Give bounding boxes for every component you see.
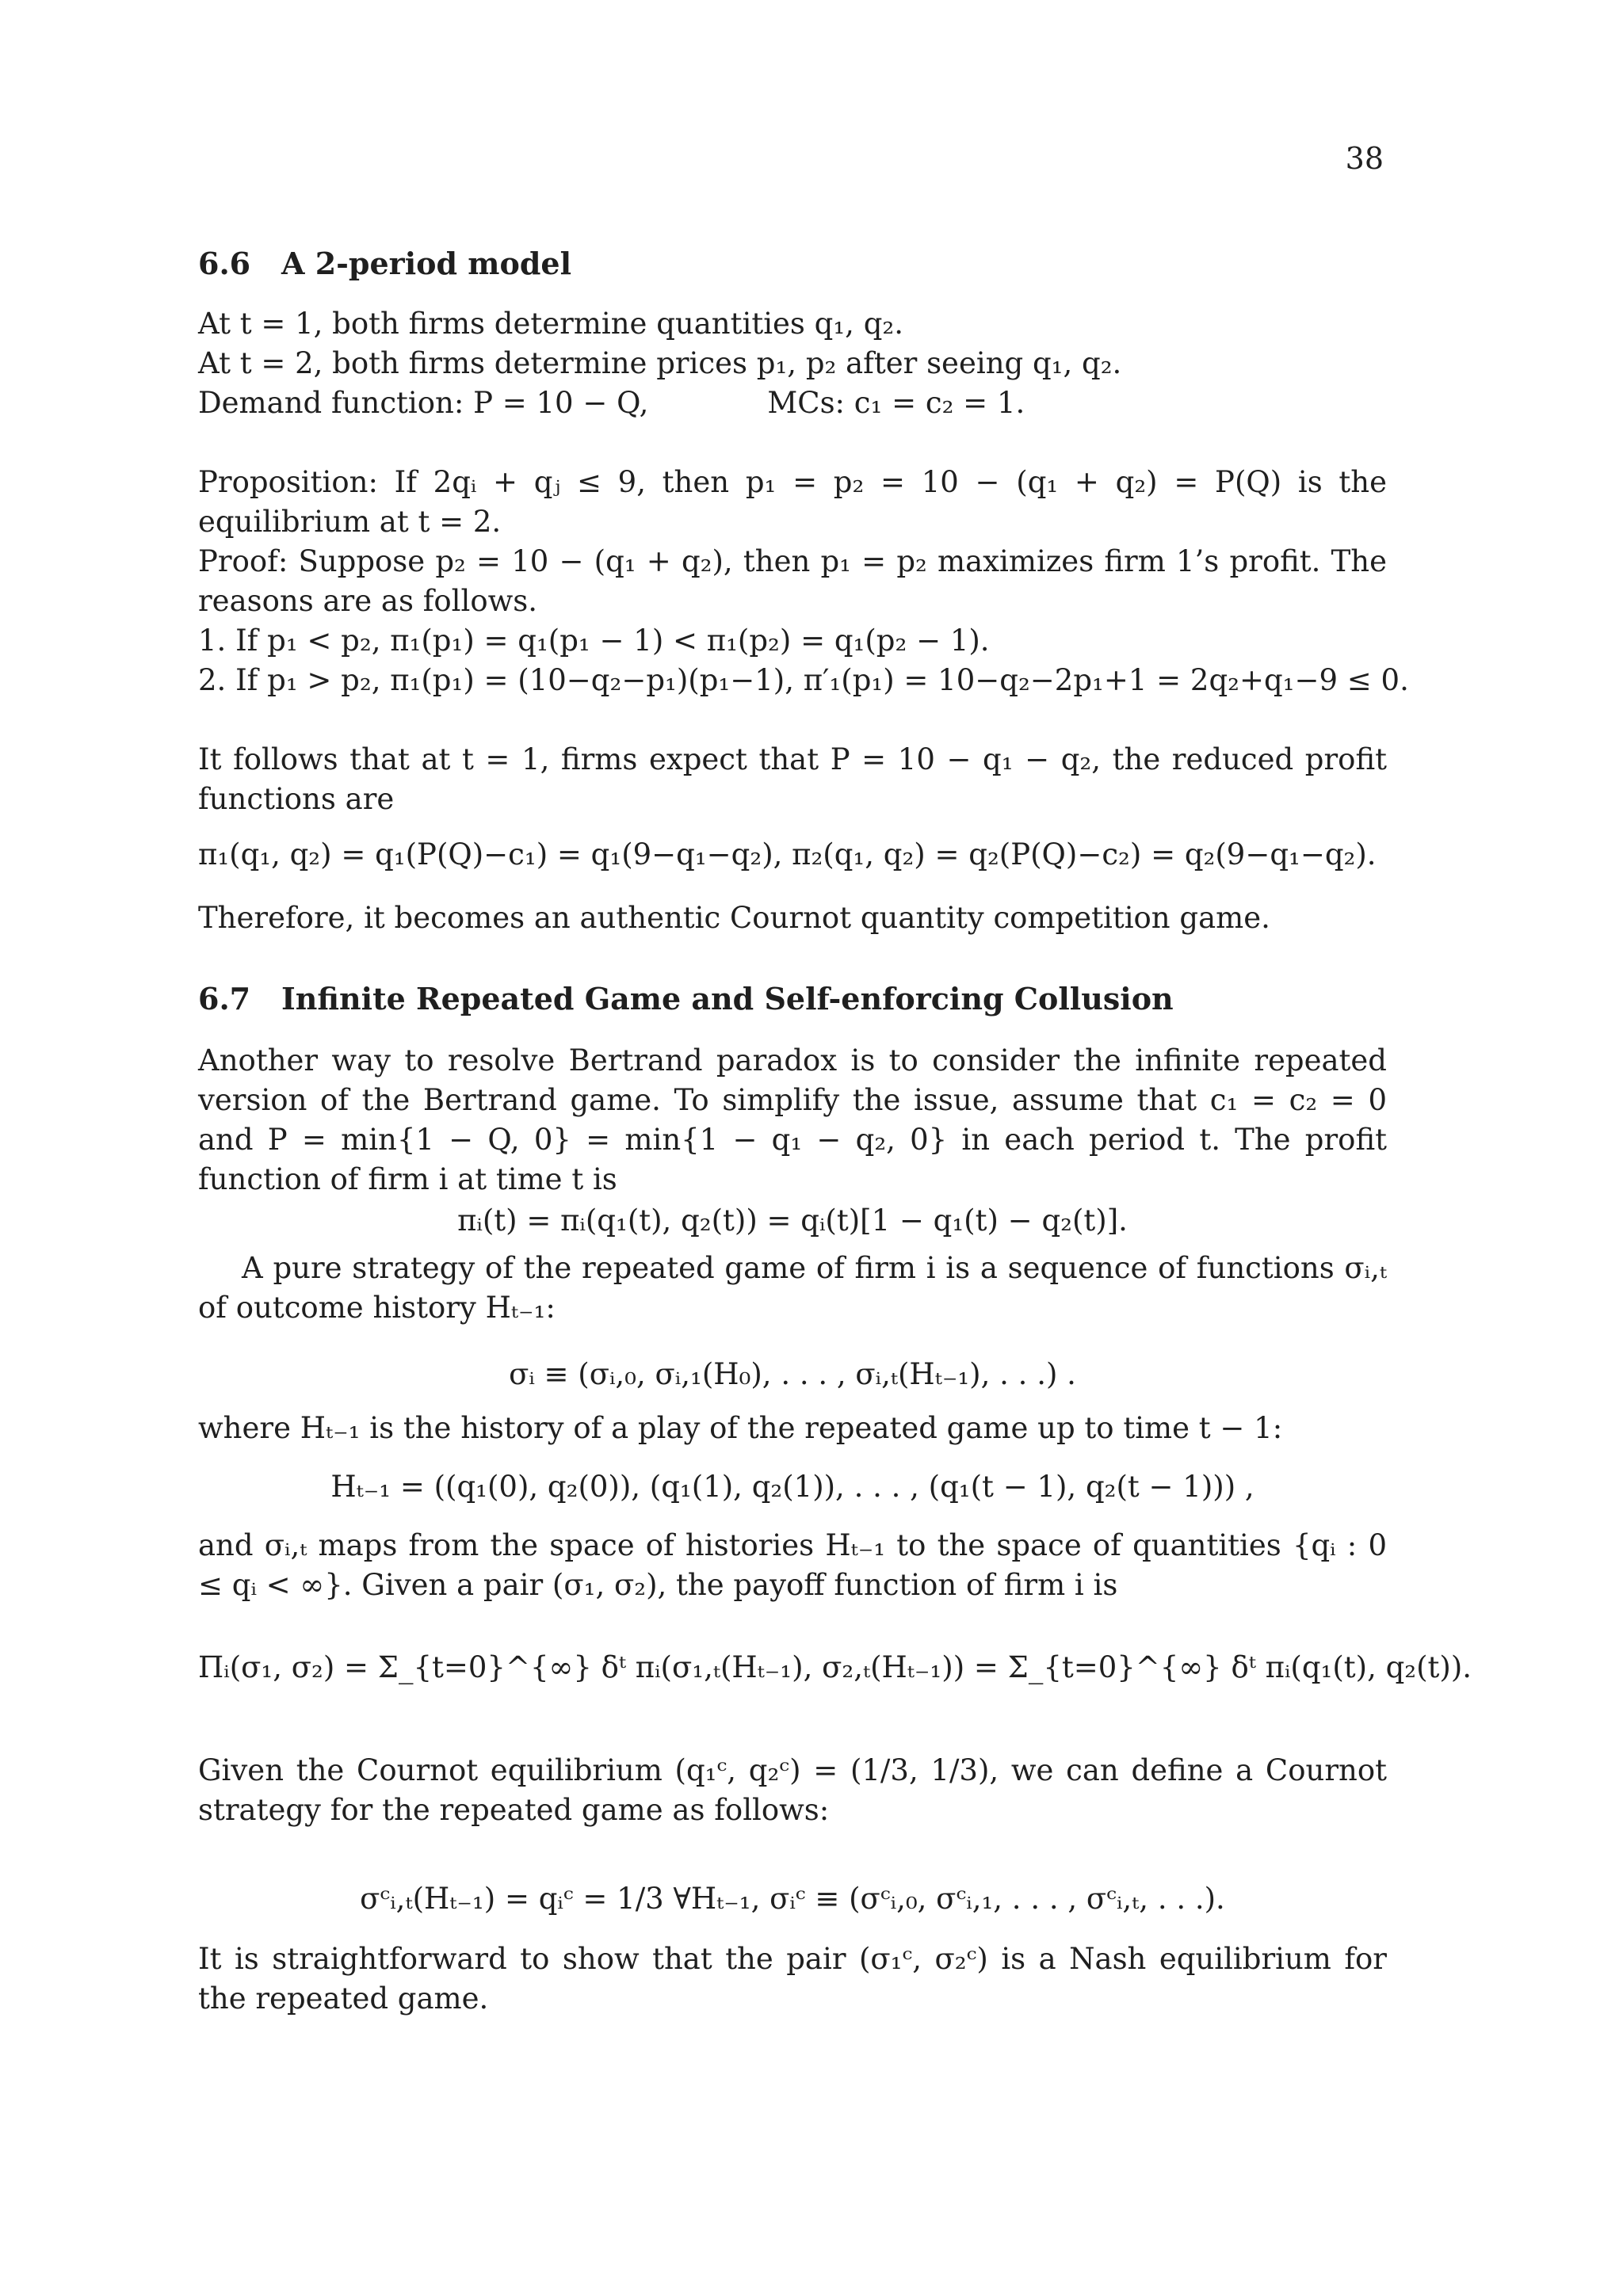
history-paragraph xyxy=(198,1409,1387,1448)
cournot-text: Given the Cournot equilibrium (q₁ᶜ, q₂ᶜ) = (1/3, 1/3), we can define a Cournot strategy for the repeated game as follows: xyxy=(198,1753,1387,1827)
section-number: 6.6 xyxy=(198,246,251,281)
strategy-paragraph xyxy=(198,1249,1387,1328)
proposition: Proposition: If 2qᵢ + qⱼ ≤ 9, then p₁ = p₂ = 10 − (q₁ + q₂) = P(Q) is the equilibrium at t = 2. xyxy=(198,465,1387,539)
conclusion xyxy=(198,898,1387,938)
cournot-paragraph xyxy=(198,1751,1387,1830)
conclusion-text: Therefore, it becomes an authentic Cournot quantity competition game. xyxy=(198,901,1270,935)
strategy-text: A pure strategy of the repeated game of firm i is a sequence of functions σᵢ,ₜ of outcome history Hₜ₋₁: xyxy=(198,1251,1387,1325)
reduced-profit-block xyxy=(198,740,1387,819)
history-equation xyxy=(198,1467,1387,1507)
cournot-strategy-equation xyxy=(198,1879,1387,1919)
repeated-profit-equation-text: πᵢ(t) = πᵢ(q₁(t), q₂(t)) = qᵢ(t)[1 − q₁(t) − q₂(t)]. xyxy=(457,1203,1128,1238)
profit-equation-text: π₁(q₁, q₂) = q₁(P(Q)−c₁) = q₁(9−q₁−q₂), π₂(q₁, q₂) = q₂(P(Q)−c₂) = q₂(9−q₁−q₂). xyxy=(198,837,1377,871)
intro-text: Another way to resolve Bertrand paradox is to consider the infinite repeated version of the Bertrand game. To simplify the issue, assume that c₁ = c₂ = 0 and P = min{1 − Q, 0} = min{1 − q₁ − q₂, 0} in each period t. The profit function of firm i at time t is xyxy=(198,1043,1387,1196)
strategy-equation-text: σᵢ ≡ (σᵢ,₀, σᵢ,₁(H₀), . . . , σᵢ,ₜ(Hₜ₋₁), . . .) . xyxy=(509,1357,1076,1391)
strategy-equation xyxy=(198,1355,1387,1394)
setup-line-1: At t = 1, both firms determine quantities q₁, q₂. xyxy=(198,307,903,341)
demand-function: Demand function: P = 10 − Q, xyxy=(198,386,649,420)
section-title: Infinite Repeated Game and Self-enforcing Collusion xyxy=(281,981,1174,1016)
nash-paragraph xyxy=(198,1939,1387,2019)
section-title: A 2-period model xyxy=(281,246,572,281)
section-6-7-heading xyxy=(198,979,1387,1019)
history-equation-text: Hₜ₋₁ = ((q₁(0), q₂(0)), (q₁(1), q₂(1)), . . . , (q₁(t − 1), q₂(t − 1))) , xyxy=(330,1470,1254,1504)
follows-text: It follows that at t = 1, firms expect that P = 10 − q₁ − q₂, the reduced profit functions are xyxy=(198,742,1387,816)
proof: Proof: Suppose p₂ = 10 − (q₁ + q₂), then p₁ = p₂ maximizes firm 1’s profit. The reasons are as follows. xyxy=(198,544,1387,618)
repeated-profit-equation xyxy=(198,1201,1387,1241)
setup-line-2: At t = 2, both firms determine prices p₁, p₂ after seeing q₁, q₂. xyxy=(198,346,1122,380)
payoff-equation-text: Πᵢ(σ₁, σ₂) = Σ_{t=0}^{∞} δᵗ πᵢ(σ₁,ₜ(Hₜ₋₁), σ₂,ₜ(Hₜ₋₁)) = Σ_{t=0}^{∞} δᵗ πᵢ(q₁(t), q₂(t)). xyxy=(198,1650,1472,1684)
marginal-costs: MCs: c₁ = c₂ = 1. xyxy=(767,386,1025,420)
setup-line-3 xyxy=(198,383,1387,423)
section-6-7-intro xyxy=(198,1041,1387,1199)
maps-paragraph xyxy=(198,1526,1387,1605)
page-number: 38 xyxy=(1345,141,1384,176)
section-6-6-heading xyxy=(198,244,1387,284)
setup-block xyxy=(198,304,1387,423)
nash-text: It is straightforward to show that the pair (σ₁ᶜ, σ₂ᶜ) is a Nash equilibrium for the repeated game. xyxy=(198,1942,1387,2016)
maps-text: and σᵢ,ₜ maps from the space of histories Hₜ₋₁ to the space of quantities {qᵢ : 0 ≤ qᵢ < ∞}. Given a pair (σ₁, σ₂), the payoff function of firm i is xyxy=(198,1528,1387,1602)
payoff-equation xyxy=(198,1648,1472,1688)
history-text: where Hₜ₋₁ is the history of a play of the repeated game up to time t − 1: xyxy=(198,1411,1283,1445)
proof-case-1: 1. If p₁ < p₂, π₁(p₁) = q₁(p₁ − 1) < π₁(p₂) = q₁(p₂ − 1). xyxy=(198,624,990,658)
proof-case-2: 2. If p₁ > p₂, π₁(p₁) = (10−q₂−p₁)(p₁−1), π′₁(p₁) = 10−q₂−2p₁+1 = 2q₂+q₁−9 ≤ 0. xyxy=(198,663,1409,697)
proposition-block xyxy=(198,463,1409,700)
profit-equation xyxy=(198,835,1387,875)
section-number: 6.7 xyxy=(198,981,251,1016)
cournot-strategy-equation-text: σᶜᵢ,ₜ(Hₜ₋₁) = qᵢᶜ = 1/3 ∀Hₜ₋₁, σᵢᶜ ≡ (σᶜᵢ,₀, σᶜᵢ,₁, . . . , σᶜᵢ,ₜ, . . .). xyxy=(360,1882,1225,1916)
